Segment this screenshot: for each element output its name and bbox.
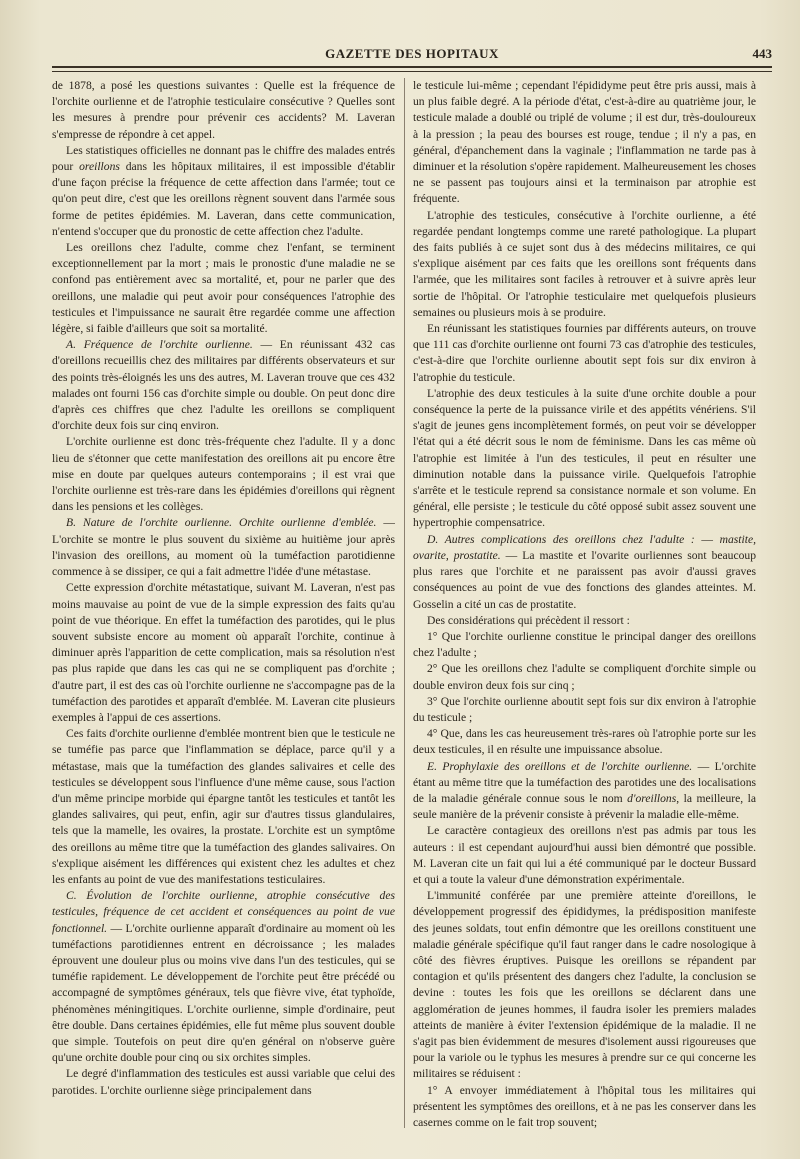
paragraph: le testicule lui-même ; cependant l'épididyme peut être pris aussi, mais à un plus faible degré. A la période d'état, c'est-à-dire au quatrième jour, le testicule malade a doublé ou triplé de volume ; il est dur, très-douloureux à la pression ; la peau des bourses est rouge, tendue ; il n'y a pas, en général, d'épanchement dans la vaginale ; l'inflammation ne tarde pas à diminuer et la résolution s'opère rapidement. Malheureusement les choses ne se passent pas toujours ainsi et la terminaison par atrophie est fréquente. (413, 79, 756, 206)
list-item: 4° Que, dans les cas heureusement très-rares où l'atrophie porte sur les deux testicules, il en résulte une impuissance absolue. (413, 727, 756, 757)
section-paragraph: A. Fréquence de l'orchite ourlienne. — En réunissant 432 cas d'oreillons recueillis chez des militaires par différents observateurs et sur des points très-éloignés les uns des autres, M. Laveran trouve que ces 432 malades ont fourni 156 cas d'orchite simple ou double. On peut donc dire d'après ces chiffres que chez l'adulte les oreillons se compliquent d'orchite deux fois sur cinq environ. (52, 338, 395, 433)
page-number: 443 (752, 46, 772, 61)
section-paragraph: E. Prophylaxie des oreillons et de l'orchite ourlienne. — L'orchite étant au même titre que la tuméfaction des parotides une des localisations de la maladie générale connue sous le nom d'oreillons, la meilleure, la seule manière de la prévenir consiste à prévenir la maladie elle-même. (413, 759, 756, 822)
paragraph: Les statistiques officielles ne donnant pas le chiffre des malades entrés pour oreillons dans les hôpitaux militaires, il est impossible d'établir d'une façon précise la fréquence de cette affection dans l'armée; tout ce qu'on peut dire, c'est que les oreillons règnent souvent dans l'armée sous forme de petites épidémies. M. Laveran, dans cette communication, n'entend s'occuper que du pronostic de cette affection chez l'adulte. (52, 143, 395, 238)
section-heading: B. Nature de l'orchite ourlienne. Orchite ourlienne d'emblée. (66, 516, 377, 530)
section-paragraph: C. Évolution de l'orchite ourlienne, atrophie consécutive des testicules, fréquence de cet accident et conséquences au point de vue fonctionnel. — L'orchite ourlienne apparaît d'ordinaire au moment où les tuméfactions parotidiennes entrent en décroissance ; les malades éprouvent une douleur plus ou moins vive dans l'un des testicules, qui se tuméfie rapidement. Le développement de l'orchite peut être précédé ou accompagné de symptômes généraux, tels que fièvre vive, état typhoïde, phénomènes méningitiques. L'orchite ourlienne, simple d'ordinaire, peut être double. Dans certaines épidémies, elle fut même plus souvent double que simple. Toutefois on peut dire qu'en général on n'observe guère qu'une orchite double pour cinq ou six orchites simples. (52, 889, 395, 1065)
paragraph: Ces faits d'orchite ourlienne d'emblée montrent bien que le testicule ne se tuméfie pas parce que l'inflammation se déplace, parce qu'il y a métastase, mais que la tuméfaction des glandes salivaires et celle des testicules se développent sous l'influence d'une même cause, sous l'action d'un même principe morbide qui épargne tantôt les testicules et tantôt les glandes salivaires, qui peut, enfin, agir sur d'autres tissus glandulaires, tels que la mamelle, les ovaires, la prostate. L'orchite est un symptôme des oreillons au même titre que la tuméfaction des glandes salivaires. On s'explique aisément les différences qui existent chez les adultes et chez les enfants au point de vue des manifestations testiculaires. (52, 727, 395, 886)
right-column (413, 78, 756, 1138)
header-rule-thick (52, 66, 772, 68)
list-item: 1° Que l'orchite ourlienne constitue le principal danger des oreillons chez l'adulte ; (413, 629, 756, 660)
paragraph: Le caractère contagieux des oreillons n'est pas admis par tous les auteurs : il est cependant aujourd'hui aussi bien démontré que possible. M. Laveran cite un fait qui lui a été communiqué par le docteur Bussard et qui a toute la valeur d'une démonstration expérimentale. (413, 824, 756, 886)
paragraph: Le degré d'inflammation des testicules est aussi variable que celui des parotides. L'orchite ourlienne siège principalement dans (52, 1067, 395, 1097)
paragraph: L'immunité conférée par une première atteinte d'oreillons, le développement progressif des épididymes, la prédisposition manifeste des jeunes soldats, tout enfin démontre que les oreillons constituent une maladie générale spécifique qu'il faut ranger dans le cadre nosologique à côté des fièvres éruptives. Puisque les oreillons se répandent par contagion et qu'ils présentent des dangers chez l'adulte, la conclusion se devine : toutes les fois que les oreillons se déclarent dans une agglomération de jeunes hommes, il faudra isoler les premiers malades atteints de manière à éviter l'extension épidémique de la maladie. Il ne s'agit pas bien évidemment de mesures d'isolement aussi rigoureuses que pour la variole ou le typhus les mesures à prendre sur ce qui concerne les militaires se réduisent : (413, 889, 756, 1081)
list-item: 3° Que l'orchite ourlienne aboutit sept fois sur dix environ à l'atrophie du testicule ; (413, 694, 756, 724)
paragraph: L'atrophie des testicules, consécutive à l'orchite ourlienne, a été regardée pendant longtemps comme une rareté pathologique. La plupart des faits publiés à ce sujet sont dus à des médecins militaires, ce qui s'explique aisément par ces faits que les oreillons sont fréquents dans l'armée, que les militaires sont faciles à retrouver et à suivre après leur sortie de l'hôpital. Or l'atrophie testiculaire met quelquefois plusieurs semaines ou plusieurs mois à se produire. (413, 208, 756, 319)
page-header (52, 46, 772, 66)
paragraph: En réunissant les statistiques fournies par différents auteurs, on trouve que 111 cas d'orchite ourlienne ont fourni 73 cas d'atrophie des testicules, c'est-à-dire que l'orchite ourlienne aboutit sept fois sur dix environ à l'atrophie du testicule. (413, 322, 756, 384)
paragraph: Les oreillons chez l'adulte, comme chez l'enfant, se terminent exceptionnellement par la mort ; mais le pronostic d'une maladie ne se confond pas entièrement avec sa mortalité, et, pour ne parler que des oreillons, une maladie qui peut avoir pour conséquences l'atrophie des testicules et l'impuissance ne saurait être regardée comme une affection légère, si faible d'ailleurs que soit sa mortalité. (52, 241, 395, 336)
header-rule-thin (52, 71, 772, 72)
paragraph: L'atrophie des deux testicules à la suite d'une orchite double a pour conséquence la perte de la puissance virile et des appétits vénériens. S'il s'agit de jeunes gens incomplètement formés, on peut voir se développer l'état qui a été décrit sous le nom de féminisme. Dans les cas même où l'atrophie est limitée à l'un des testicules, il peut en résulter une diminution notable dans la puissance virile. Quelquefois l'atrophie s'arrête et le testicule reprend sa consistance normale et son volume. En général, elle persiste ; le testicule du côté opposé subit assez souvent une hypertrophie compensatrice. (413, 386, 756, 530)
list-item: 2° Que les oreillons chez l'adulte se compliquent d'orchite simple ou double environ deux fois sur cinq ; (413, 662, 756, 692)
section-paragraph: D. Autres complications des oreillons chez l'adulte : — mastite, ovarite, prostatite. — La mastite et l'ovarite ourliennes sont beaucoup plus rares que l'orchite et ne paraissent pas avoir d'aussi graves conséquences au point de vue des fonctions des glandes atteintes. M. Gosselin a cité un cas de prostatite. (413, 532, 756, 611)
journal-title: GAZETTE DES HOPITAUX (325, 46, 499, 61)
paragraph: Cette expression d'orchite métastatique, suivant M. Laveran, n'est pas moins mauvaise au point de vue de la simple expression des faits qu'au point de vue théorique. En effet la tuméfaction des parotides, qui le plus souvent subsiste encore au moment où apparaît l'orchite, continue à diminuer après l'apparition de cette complication, mais sa résolution n'est pas plus rapide que dans les cas qui ne se compliquent pas d'orchite ; d'autre part, il est des cas où l'orchite ourlienne ne s'accompagne pas de la tuméfaction des parotides et apparaît d'emblée. M. Laveran cite plusieurs exemples à l'appui de ces assertions. (52, 581, 395, 724)
paragraph: L'orchite ourlienne est donc très-fréquente chez l'adulte. Il y a donc lieu de s'étonner que cette manifestation des oreillons ait pu encore être mise en doute par quelques auteurs contemporains ; il est vrai que l'orchite ourlienne est très-rare dans les épidémies d'oreillons qui règnent dans les pensions et les collèges. (52, 435, 395, 514)
column-divider (404, 78, 405, 1128)
section-heading: E. Prophylaxie des oreillons et de l'orchite ourlienne. (427, 759, 693, 773)
left-column (52, 78, 395, 1138)
list-item: 1° A envoyer immédiatement à l'hôpital tous les militaires qui présentent les symptômes des oreillons, et à ne pas les conserver dans les casernes comme on le fait trop souvent; (413, 1083, 756, 1129)
paragraph: Des considérations qui précèdent il ressort : (427, 613, 630, 627)
paragraph: de 1878, a posé les questions suivantes : Quelle est la fréquence de l'orchite ourlienne et de l'atrophie testiculaire consécutive ? Quelles sont les mesures à prendre pour prévenir ces accidents? M. Laveran s'empresse de répondre à cet appel. (52, 79, 395, 141)
section-heading: D. Autres complications des oreillons chez l'adulte : (427, 532, 695, 546)
section-heading: A. Fréquence de l'orchite ourlienne. (66, 338, 253, 352)
section-paragraph: B. Nature de l'orchite ourlienne. Orchite ourlienne d'emblée. — L'orchite se montre le plus souvent du sixième au huitième jour après l'invasion des oreillons, au moment où la tuméfaction parotidienne commence à se dissiper, ce qui a fait admettre l'idée d'une métastase. (52, 516, 395, 579)
section-heading: C. Évolution de l'orchite ourlienne, atrophie consécutive des testicules, fréquence de cet accident et conséquences au point de vue fonctionnel. (52, 889, 395, 935)
